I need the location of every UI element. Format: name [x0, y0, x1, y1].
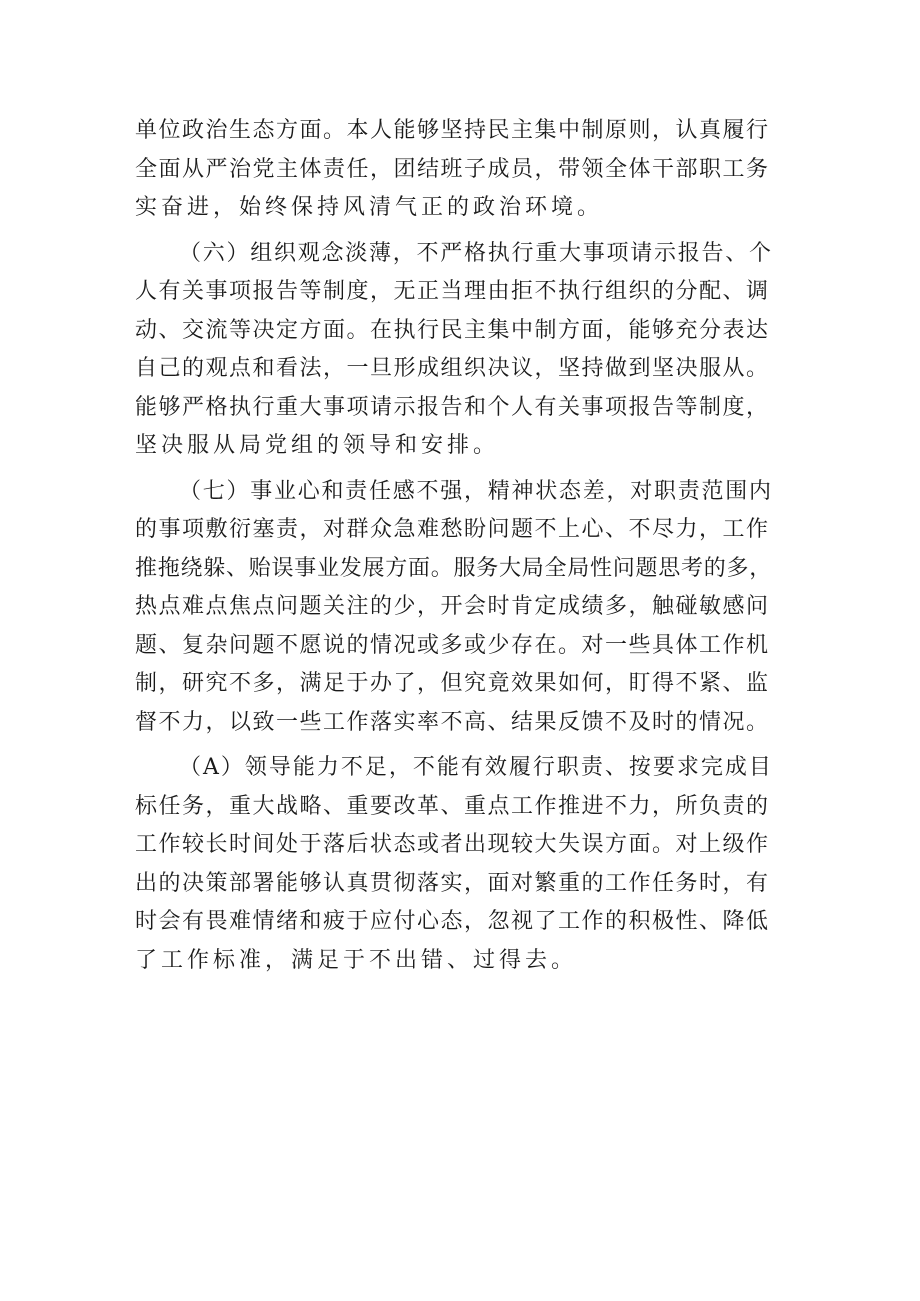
text-line: 时会有畏难情绪和疲于应付心态，忽视了工作的积极性、降低 [135, 909, 770, 934]
text-line: 标任务，重大战略、重要改革、重点工作推进不力，所负责的 [135, 793, 770, 819]
text-line: 了工作标准，满足于不出错、过得去。 [135, 947, 578, 973]
paragraph-six-organization [135, 235, 775, 466]
text-line: 督不力，以致一些工作落实率不高、结果反馈不及时的情况。 [135, 709, 770, 735]
paragraph-seven-responsibility [135, 473, 775, 743]
text-line: 工作较长时间处于落后状态或者出现较大失误方面。对上级作 [135, 832, 770, 857]
text-line: 出的决策部署能够认真贯彻落实，面对繁重的工作任务时，有 [135, 870, 770, 896]
text-line: （A）领导能力不足，不能有效履行职责、按要求完成目 [179, 755, 773, 780]
text-line: 能够严格执行重大事项请示报告和个人有关事项报告等制度， [135, 394, 770, 420]
document-body [135, 112, 775, 987]
paragraph-eight-leadership [135, 749, 775, 980]
text-line: 推拖绕躲、贻误事业发展方面。服务大局全局性问题思考的多， [135, 555, 773, 581]
text-line: （六）组织观念淡薄，不严格执行重大事项请示报告、个 [179, 240, 773, 266]
text-line: 人有关事项报告等制度，无正当理由拒不执行组织的分配、调 [135, 279, 770, 304]
text-line: 自己的观点和看法，一旦形成组织决议，坚持做到坚决服从。 [135, 356, 770, 381]
text-line: 坚决服从局党组的领导和安排。 [135, 433, 500, 458]
text-line: 的事项敷衍塞责，对群众急难愁盼问题不上心、不尽力，工作 [135, 517, 770, 542]
paragraph-political-ecology [135, 112, 775, 228]
text-line: 热点难点焦点问题关注的少，开会时肯定成绩多，触碰敏感问 [135, 594, 770, 619]
text-line: 动、交流等决定方面。在执行民主集中制方面，能够充分表达 [135, 317, 770, 343]
text-line: 全面从严治党主体责任，团结班子成员，带领全体干部职工务 [135, 156, 770, 182]
text-line: 制，研究不多，满足于办了，但究竟效果如何，盯得不紧、监 [135, 671, 770, 696]
text-line: 实奋进，始终保持风清气正的政治环境。 [135, 195, 604, 220]
text-line: 单位政治生态方面。本人能够坚持民主集中制原则，认真履行 [135, 118, 770, 143]
text-line: （七）事业心和责任感不强，精神状态差，对职责范围内 [179, 478, 773, 504]
text-line: 题、复杂问题不愿说的情况或多或少存在。对一些具体工作机 [135, 632, 770, 658]
